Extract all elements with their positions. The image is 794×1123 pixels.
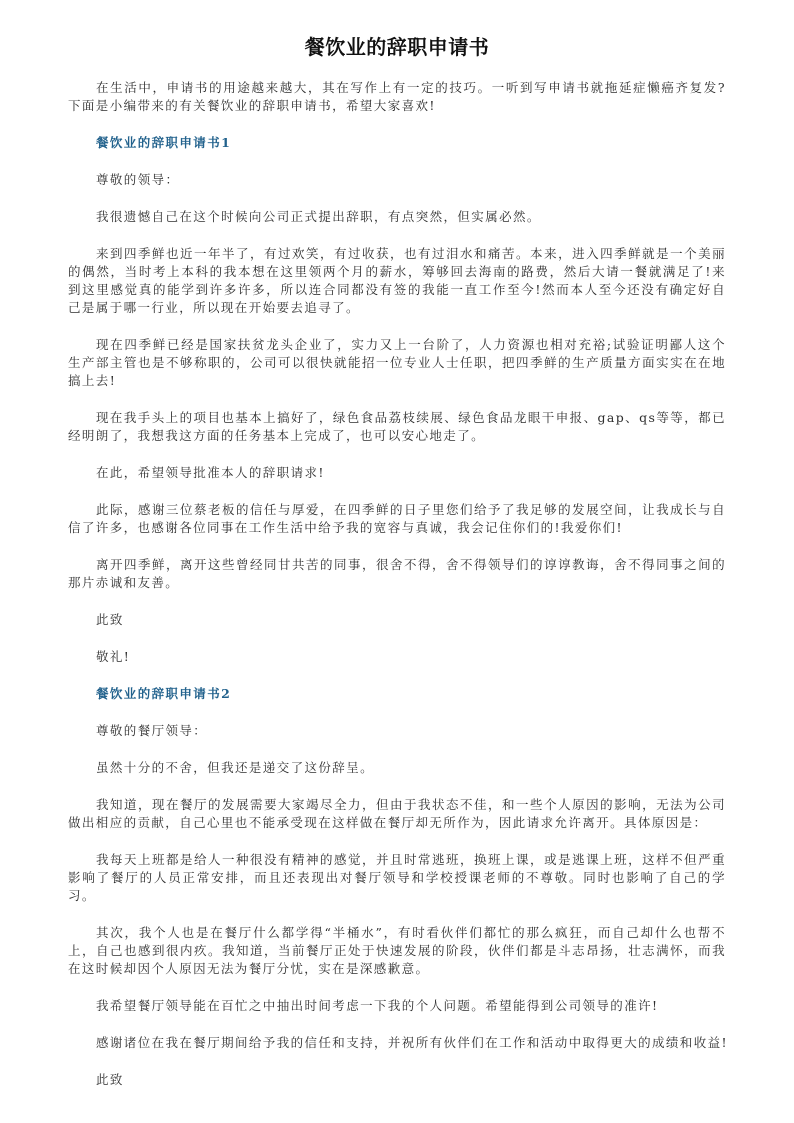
text-line: 现在我手头上的项目也基本上搞好了，绿色食品荔枝续展、绿色食品龙眼干申报、gap、qs等等，都已 — [96, 410, 726, 425]
text-line: 做出相应的贡献，自己心里也不能承受现在这样做在餐厅却无所作为，因此请求允许离开。具体原因是： — [68, 815, 708, 830]
text-line: 感谢诸位在我在餐厅期间给予我的信任和支持，并祝所有伙伴们在工作和活动中取得更大的成绩和收益! — [96, 1035, 728, 1050]
text-line: 此际，感谢三位蔡老板的信任与厚爱，在四季鲜的日子里您们给予了我足够的发展空间，让我成长与自 — [96, 502, 726, 517]
text-line: 现在四季鲜已经是国家扶贫龙头企业了，实力又上一台阶了，人力资源也相对充裕;试验证明鄙人这个 — [96, 337, 726, 352]
text-line: 影响了餐厅的人员正常安排，而且还表现出对餐厅领导和学校授课老师的不尊敬。同时也影响了自己的学 — [68, 870, 726, 885]
closing-2 — [68, 1071, 726, 1089]
paragraph — [68, 245, 726, 317]
page-title: 餐饮业的辞职申请书 — [304, 35, 490, 59]
closing-1 — [68, 611, 726, 629]
text-line: 生产部主管也是不够称职的，公司可以很快就能招一位专业人士任职，把四季鲜的生产质量方面实实在在地 — [68, 355, 726, 370]
paragraph — [68, 924, 726, 978]
document-body — [68, 79, 726, 1108]
paragraph — [68, 759, 726, 777]
salutation: 尊敬的领导： — [96, 172, 180, 187]
salutation-1 — [68, 171, 726, 189]
paragraph — [68, 796, 726, 832]
text-line: 在生活中，申请书的用途越来越大，其在写作上有一定的技巧。一听到写申请书就拖延症懒癌齐复发? — [96, 80, 726, 95]
salutation: 尊敬的餐厅领导： — [96, 723, 208, 738]
text-line: 在这时候却因个人原因无法为餐厅分忧，实在是深感歉意。 — [68, 961, 430, 976]
salutation-2 — [68, 722, 726, 740]
paragraph — [68, 336, 726, 390]
text-line: 搞上去! — [68, 373, 117, 388]
paragraph — [68, 208, 726, 226]
text-line: 我知道，现在餐厅的发展需要大家竭尽全力，但由于我状态不佳，和一些个人原因的影响，无法为公司 — [96, 797, 726, 812]
paragraph — [68, 556, 726, 592]
paragraph — [68, 501, 726, 537]
paragraph — [68, 464, 726, 482]
paragraph — [68, 851, 726, 905]
text-line: 己是属于哪一行业，所以现在开始要去追寻了。 — [68, 300, 360, 315]
text-line: 我每天上班都是给人一种很没有精神的感觉，并且时常逃班，换班上课，或是逃课上班，这样不但严重 — [96, 852, 726, 867]
regards: 敬礼! — [96, 649, 131, 664]
text-line: 经明朗了，我想我这方面的任务基本上完成了，也可以安心地走了。 — [68, 428, 486, 443]
text-line: 我很遗憾自己在这个时候向公司正式提出辞职，有点突然，但实属必然。 — [96, 209, 541, 224]
paragraph — [68, 1034, 726, 1052]
section-heading: 餐饮业的辞职申请书2 — [96, 686, 232, 701]
text-line: 在此，希望领导批准本人的辞职请求! — [96, 465, 325, 480]
text-line: 下面是小编带来的有关餐饮业的辞职申请书，希望大家喜欢! — [68, 98, 436, 113]
section-heading-2 — [68, 685, 726, 703]
closing: 此致 — [96, 612, 124, 627]
intro-paragraph — [68, 79, 726, 115]
text-line: 习。 — [68, 888, 96, 903]
text-line: 那片赤诚和友善。 — [68, 575, 180, 590]
regards-1 — [68, 648, 726, 666]
section-heading: 餐饮业的辞职申请书1 — [96, 135, 232, 150]
paragraph — [68, 409, 726, 445]
section-heading-1 — [68, 134, 726, 152]
text-line: 我希望餐厅领导能在百忙之中抽出时间考虑一下我的个人问题。希望能得到公司领导的准许! — [96, 998, 659, 1013]
text-line: 虽然十分的不舍，但我还是递交了这份辞呈。 — [96, 760, 375, 775]
text-line: 到这里感觉真的能学到许多许多，所以连合同都没有签的我能一直工作至今!然而本人至今还没有确定好自 — [68, 282, 726, 297]
text-line: 信了许多，也感谢各位同事在工作生活中给予我的宽容与真诚，我会记住你们的!我爱你们! — [68, 520, 623, 535]
text-line: 来到四季鲜也近一年半了，有过欢笑，有过收获，也有过泪水和痛苦。本来，进入四季鲜就是一个美丽 — [96, 246, 726, 261]
text-line: 离开四季鲜，离开这些曾经同甘共苦的同事，很舍不得，舍不得领导们的谆谆教诲，舍不得同事之间的 — [96, 557, 726, 572]
text-line: 的偶然，当时考上本科的我本想在这里领两个月的薪水，筹够回去海南的路费，然后大请一餐就满足了!来 — [68, 264, 726, 279]
paragraph — [68, 997, 726, 1015]
closing: 此致 — [96, 1072, 124, 1087]
text-line: 其次，我个人也是在餐厅什么都学得“半桶水”，有时看伙伴们都忙的那么疯狂，而自己却什么也帮不 — [96, 925, 726, 940]
text-line: 上，自己也感到很内疚。我知道，当前餐厅正处于快速发展的阶段，伙伴们都是斗志昂扬，壮志满怀，而我 — [68, 943, 726, 958]
